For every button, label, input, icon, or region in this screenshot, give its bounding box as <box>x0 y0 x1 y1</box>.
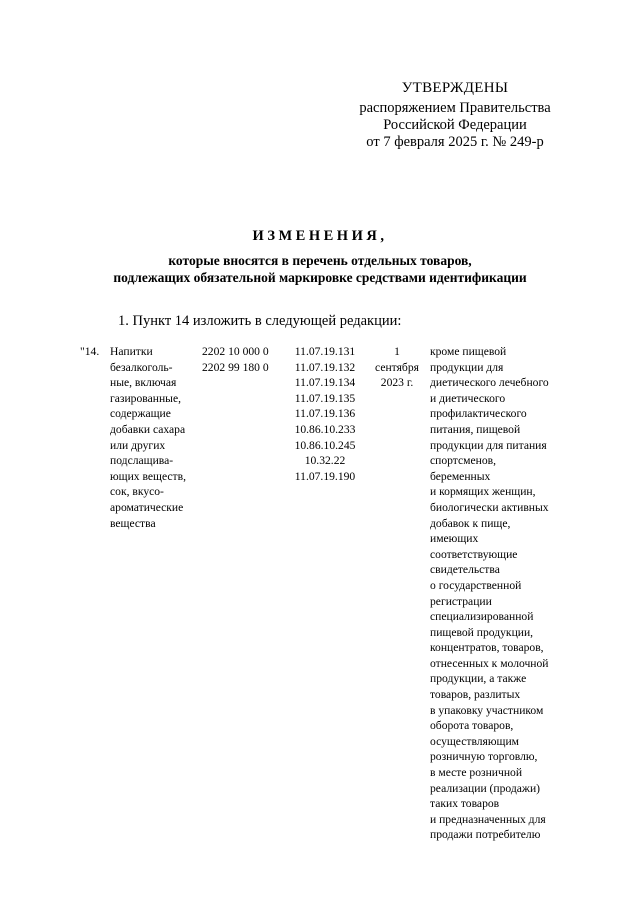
cell-line: профилактического <box>430 407 527 421</box>
tnved-code-cell <box>202 344 288 375</box>
approval-stamp <box>330 80 580 151</box>
cell-line: осуществляющим <box>430 734 520 748</box>
cell-line: соответствующие <box>430 547 518 561</box>
cell-line: розничную торговлю, <box>430 750 538 764</box>
cell-line: диетического лечебного <box>430 376 549 390</box>
cell-line: имеющих <box>430 532 479 546</box>
cell-line: 11.07.19.135 <box>294 391 356 405</box>
cell-line: безалкоголь- <box>110 360 173 374</box>
cell-line: 2202 10 000 0 <box>202 345 269 358</box>
cell-line: 10.32.22 <box>304 454 346 468</box>
cell-line: содержащие <box>110 407 171 421</box>
cell-line: 1 <box>394 345 400 358</box>
cell-line: товаров, разлитых <box>430 688 521 702</box>
cell-line: беременных <box>430 469 491 483</box>
cell-line: продукции для <box>430 360 504 374</box>
cell-line: 11.07.19.132 <box>294 360 356 374</box>
subtitle-line: которые вносятся в перечень отдельных товаров, <box>168 253 472 268</box>
cell-line: отнесенных к молочной <box>430 656 549 670</box>
row-number: "14. <box>80 345 100 358</box>
cell-line: вещества <box>110 516 156 530</box>
document-subtitle <box>40 252 600 286</box>
subtitle-line: подлежащих обязательной маркировке средствами идентификации <box>113 270 527 285</box>
cell-line: Напитки <box>110 345 153 358</box>
cell-line: добавки сахара <box>110 422 186 436</box>
cell-line: 11.07.19.190 <box>294 469 356 483</box>
product-name-cell <box>110 344 204 531</box>
cell-line: или других <box>110 438 166 452</box>
cell-line: и предназначенных для <box>430 812 546 826</box>
cell-line: сентября <box>375 360 419 374</box>
cell-line: концентратов, товаров, <box>430 641 544 655</box>
cell-line: ющих веществ, <box>110 469 186 483</box>
cell-line: сок, вкусо- <box>110 485 164 499</box>
cell-line: питания, пищевой <box>430 422 521 436</box>
cell-line: и кормящих женщин, <box>430 485 536 499</box>
cell-line: ароматические <box>110 500 184 514</box>
cell-line: спортсменов, <box>430 454 497 468</box>
cell-line: продажи потребителю <box>430 828 541 842</box>
okpd-code-cell <box>288 344 362 484</box>
cell-line: ные, включая <box>110 376 177 390</box>
cell-line: 2202 99 180 0 <box>202 360 269 374</box>
exception-note-cell <box>430 344 570 843</box>
document-title: ИЗМЕНЕНИЯ, <box>252 228 388 244</box>
start-date-cell <box>364 344 430 391</box>
cell-line: таких товаров <box>430 797 500 811</box>
cell-line: регистрации <box>430 594 492 608</box>
cell-line: пищевой продукции, <box>430 625 534 639</box>
cell-line: кроме пищевой <box>430 345 507 358</box>
cell-line: 2023 г. <box>380 376 414 390</box>
approval-line: Российской Федерации <box>383 117 527 133</box>
approval-line: от 7 февраля 2025 г. № 249-р <box>366 134 544 150</box>
cell-line: биологически активных <box>430 500 549 514</box>
cell-line: реализации (продажи) <box>430 781 541 795</box>
cell-line: 11.07.19.134 <box>294 376 356 390</box>
cell-line: подслащива- <box>110 454 174 468</box>
instruction-text: 1. Пункт 14 изложить в следующей редакции: <box>118 313 402 329</box>
cell-line: о государственной <box>430 578 522 592</box>
cell-line: газированные, <box>110 391 181 405</box>
cell-line: оборота товаров, <box>430 719 514 733</box>
approval-line: распоряжением Правительства <box>359 100 551 116</box>
cell-line: 10.86.10.233 <box>294 422 356 436</box>
approval-heading: УТВЕРЖДЕНЫ <box>401 80 509 96</box>
cell-line: продукции, а также <box>430 672 527 686</box>
cell-line: в месте розничной <box>430 766 523 780</box>
cell-line: продукции для питания <box>430 438 547 452</box>
cell-line: специализированной <box>430 610 534 624</box>
cell-line: и диетического <box>430 391 506 405</box>
cell-line: 10.86.10.245 <box>294 438 356 452</box>
cell-line: добавок к пище, <box>430 516 511 530</box>
cell-line: в упаковку участником <box>430 703 544 717</box>
cell-line: свидетельства <box>430 563 500 577</box>
cell-line: 11.07.19.131 <box>294 345 356 358</box>
cell-line: 11.07.19.136 <box>294 407 356 421</box>
